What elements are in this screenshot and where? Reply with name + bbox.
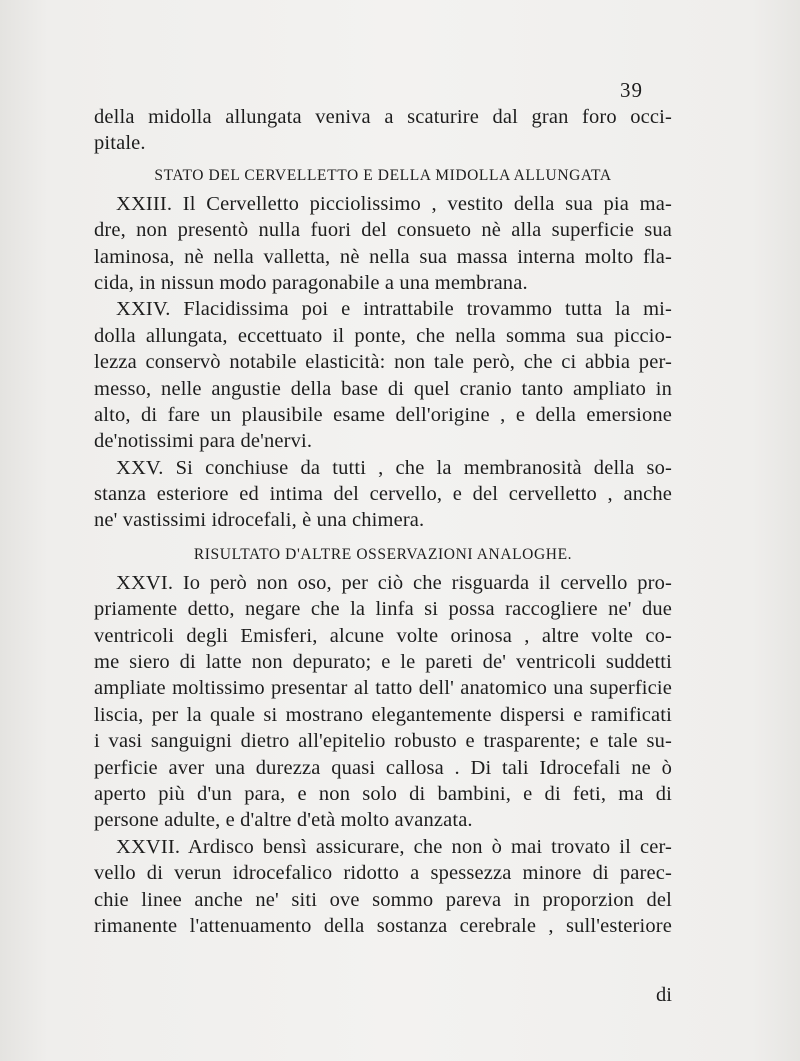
section-heading: STATO DEL CERVELLETTO E DELLA MIDOLLA ALLUNGATA — [154, 166, 612, 184]
text-line: vello di verun idrocefalico ridotto a spessezza minore di parec- — [94, 862, 672, 885]
paragraph-start: XXVII. Ardisco bensì assicurare, che non ò mai trovato il cer- — [116, 835, 672, 858]
text-line: i vasi sanguigni dietro all'epitelio robusto e trasparente; e tale su- — [94, 730, 672, 753]
text-line: rimanente l'attenuamento della sostanza cerebrale , sull'esteriore — [94, 914, 672, 937]
paragraph-start: XXIV. Flacidissima poi e intrattabile trovammo tutta la mi- — [116, 298, 672, 321]
text-line: dolla allungata, eccettuato il ponte, che nella somma sua piccio- — [94, 324, 672, 347]
text-line: ventricoli degli Emisferi, alcune volte orinosa , altre volte co- — [94, 624, 672, 647]
text-line: persone adulte, e d'altre d'età molto avanzata. — [94, 809, 473, 832]
text-line: dre, non presentò nulla fuori del consueto nè alla superficie sua — [94, 219, 672, 242]
text-line: me siero di latte non depurato; e le pareti de' ventricoli suddetti — [94, 651, 672, 674]
text-line: pitale. — [94, 132, 146, 155]
text-line: ne' vastissimi idrocefali, è una chimera. — [94, 509, 425, 532]
text-block — [94, 104, 672, 939]
paragraph-start: XXVI. Io però non oso, per ciò che risguarda il cervello pro- — [116, 571, 672, 594]
text-line: cida, in nissun modo paragonabile a una membrana. — [94, 271, 528, 294]
text-line: de'notissimi para de'nervi. — [94, 430, 313, 453]
text-line: alto, di fare un plausibile esame dell'origine , e della emersione — [94, 403, 672, 426]
text-line: laminosa, nè nella valletta, nè nella sua massa interna molto fla- — [94, 245, 672, 268]
section-heading: RISULTATO D'ALTRE OSSERVAZIONI ANALOGHE. — [193, 545, 573, 563]
text-line: perficie aver una durezza quasi callosa . Di tali Idrocefali ne ò — [94, 756, 672, 779]
text-line: priamente detto, negare che la linfa si possa raccogliere ne' due — [94, 598, 672, 621]
text-line: lezza conservò notabile elasticità: non tale però, che ci abbia per- — [94, 351, 672, 374]
text-line: ampliate moltissimo presentar al tatto dell' anatomico una superficie — [94, 677, 672, 700]
text-line: aperto più d'un para, e non solo di bambini, e di feti, ma di — [94, 782, 672, 805]
text-line: stanza esteriore ed intima del cervello, e del cervelletto , anche — [94, 483, 672, 506]
text-line: della midolla allungata veniva a scaturire dal gran foro occi- — [94, 106, 672, 128]
text-line: chie linee anche ne' siti ove sommo pareva in proporzion del — [94, 888, 672, 911]
paragraph-start: XXIII. Il Cervelletto picciolissimo , vestito della sua pia ma- — [116, 192, 672, 215]
text-line: messo, nelle angustie della base di quel cranio tanto ampliato in — [94, 377, 672, 400]
catchword: di — [656, 984, 672, 1006]
page-number: 39 — [620, 78, 643, 102]
paragraph-start: XXV. Si conchiuse da tutti , che la membranosità della so- — [116, 456, 672, 479]
text-line: liscia, per la quale si mostrano elegantemente dispersi e ramificati — [94, 703, 672, 726]
